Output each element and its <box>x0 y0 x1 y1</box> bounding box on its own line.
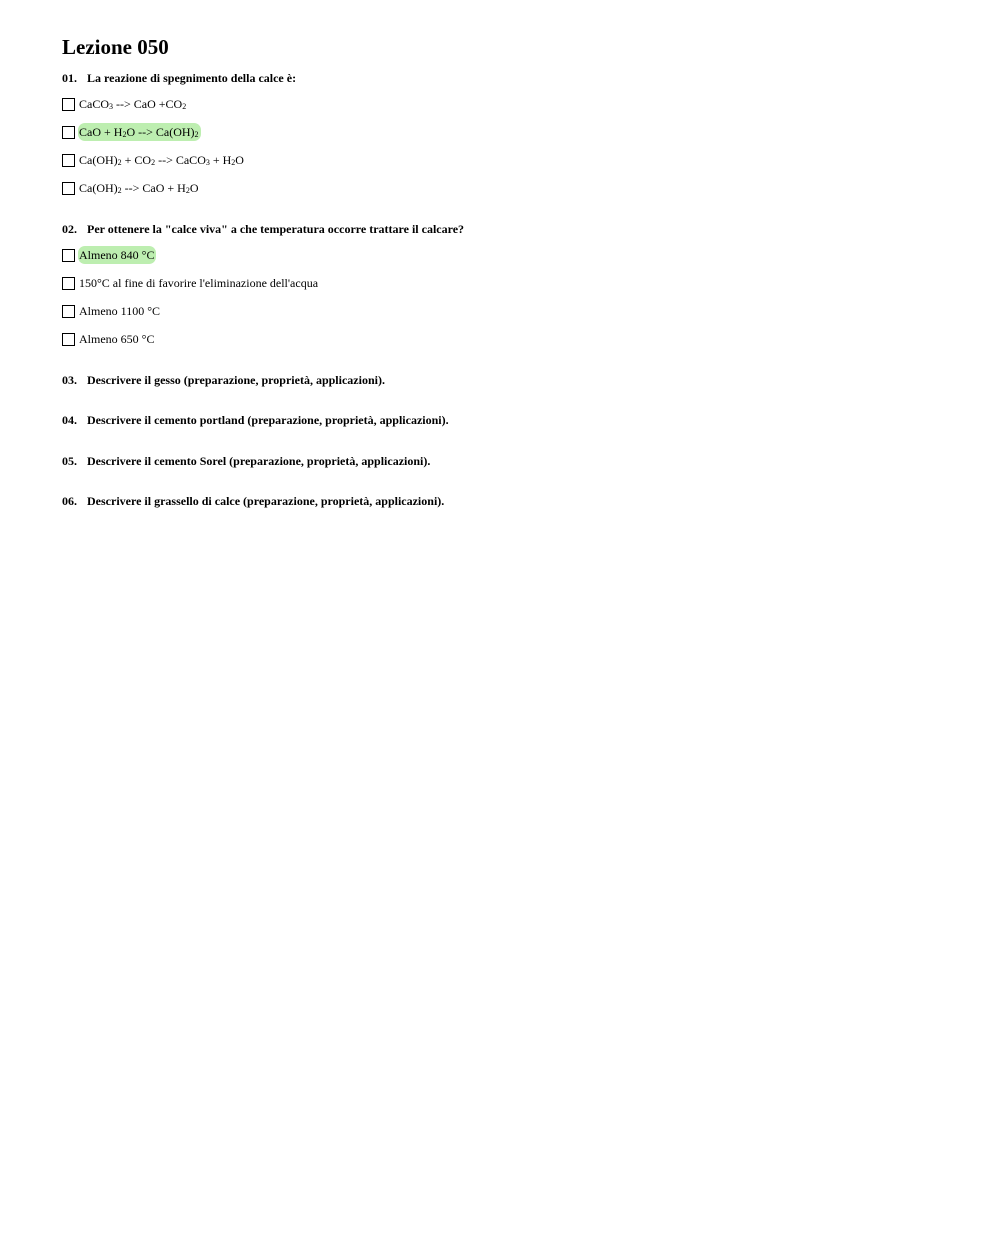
question-05 <box>62 453 430 469</box>
answer-checkbox[interactable] <box>62 126 75 139</box>
answer-option[interactable] <box>62 331 156 347</box>
answer-checkbox[interactable] <box>62 305 75 318</box>
answer-checkbox[interactable] <box>62 154 75 167</box>
question-number: 06. <box>62 494 77 508</box>
answer-text: CaO + $H_2O$ --> $Ca(OH)_2$ <box>79 125 199 139</box>
question-text: Descrivere il gesso (preparazione, proprietà, applicazioni). <box>87 373 385 387</box>
answer-text: 150°C al fine di favorire l'eliminazione dell'acqua <box>79 276 319 290</box>
answer-checkbox[interactable] <box>62 182 75 195</box>
answer-option[interactable] <box>62 275 320 291</box>
question-number: 01. <box>62 71 77 85</box>
question-06 <box>62 493 444 509</box>
question-text: Descrivere il cemento portland (preparazione, proprietà, applicazioni). <box>87 413 449 427</box>
question-number: 03. <box>62 373 77 387</box>
question-04 <box>62 412 449 428</box>
answer-text: Almeno 1100 °C <box>79 304 161 318</box>
question-03 <box>62 372 385 388</box>
answer-option[interactable] <box>62 96 188 112</box>
question-number: 04. <box>62 413 77 427</box>
answer-option[interactable] <box>62 152 246 168</box>
answer-option[interactable] <box>62 180 201 196</box>
answer-text: Almeno 650 °C <box>79 332 155 346</box>
answer-checkbox[interactable] <box>62 277 75 290</box>
answer-checkbox[interactable] <box>62 249 75 262</box>
answer-text: $Ca(OH)_2 + CO_2$ --> CaCO$_3$ + $H_2O$ <box>79 153 244 167</box>
page-title: Lezione 050 <box>62 35 169 59</box>
question-number: 05. <box>62 454 77 468</box>
answer-checkbox[interactable] <box>62 98 75 111</box>
answer-text: CaCO$_3$ --> CaO $+CO_2$ <box>79 97 187 111</box>
question-02 <box>62 221 464 237</box>
question-text: Descrivere il cemento Sorel (preparazione, proprietà, applicazioni). <box>87 454 431 468</box>
answer-checkbox[interactable] <box>62 333 75 346</box>
question-text: Per ottenere la "calce viva" a che temperatura occorre trattare il calcare? <box>87 222 465 236</box>
question-text: Descrivere il grassello di calce (preparazione, proprietà, applicazioni). <box>87 494 445 508</box>
answer-text: Almeno 840 °C <box>79 248 155 262</box>
question-number: 02. <box>62 222 77 236</box>
question-text: La reazione di spegnimento della calce è: <box>87 71 297 85</box>
answer-option[interactable] <box>62 247 156 263</box>
answer-option[interactable] <box>62 303 162 319</box>
answer-option[interactable] <box>62 124 201 140</box>
question-01 <box>62 70 296 86</box>
answer-text: $Ca(OH)_2$ --> CaO + $H_2O$ <box>79 181 199 195</box>
